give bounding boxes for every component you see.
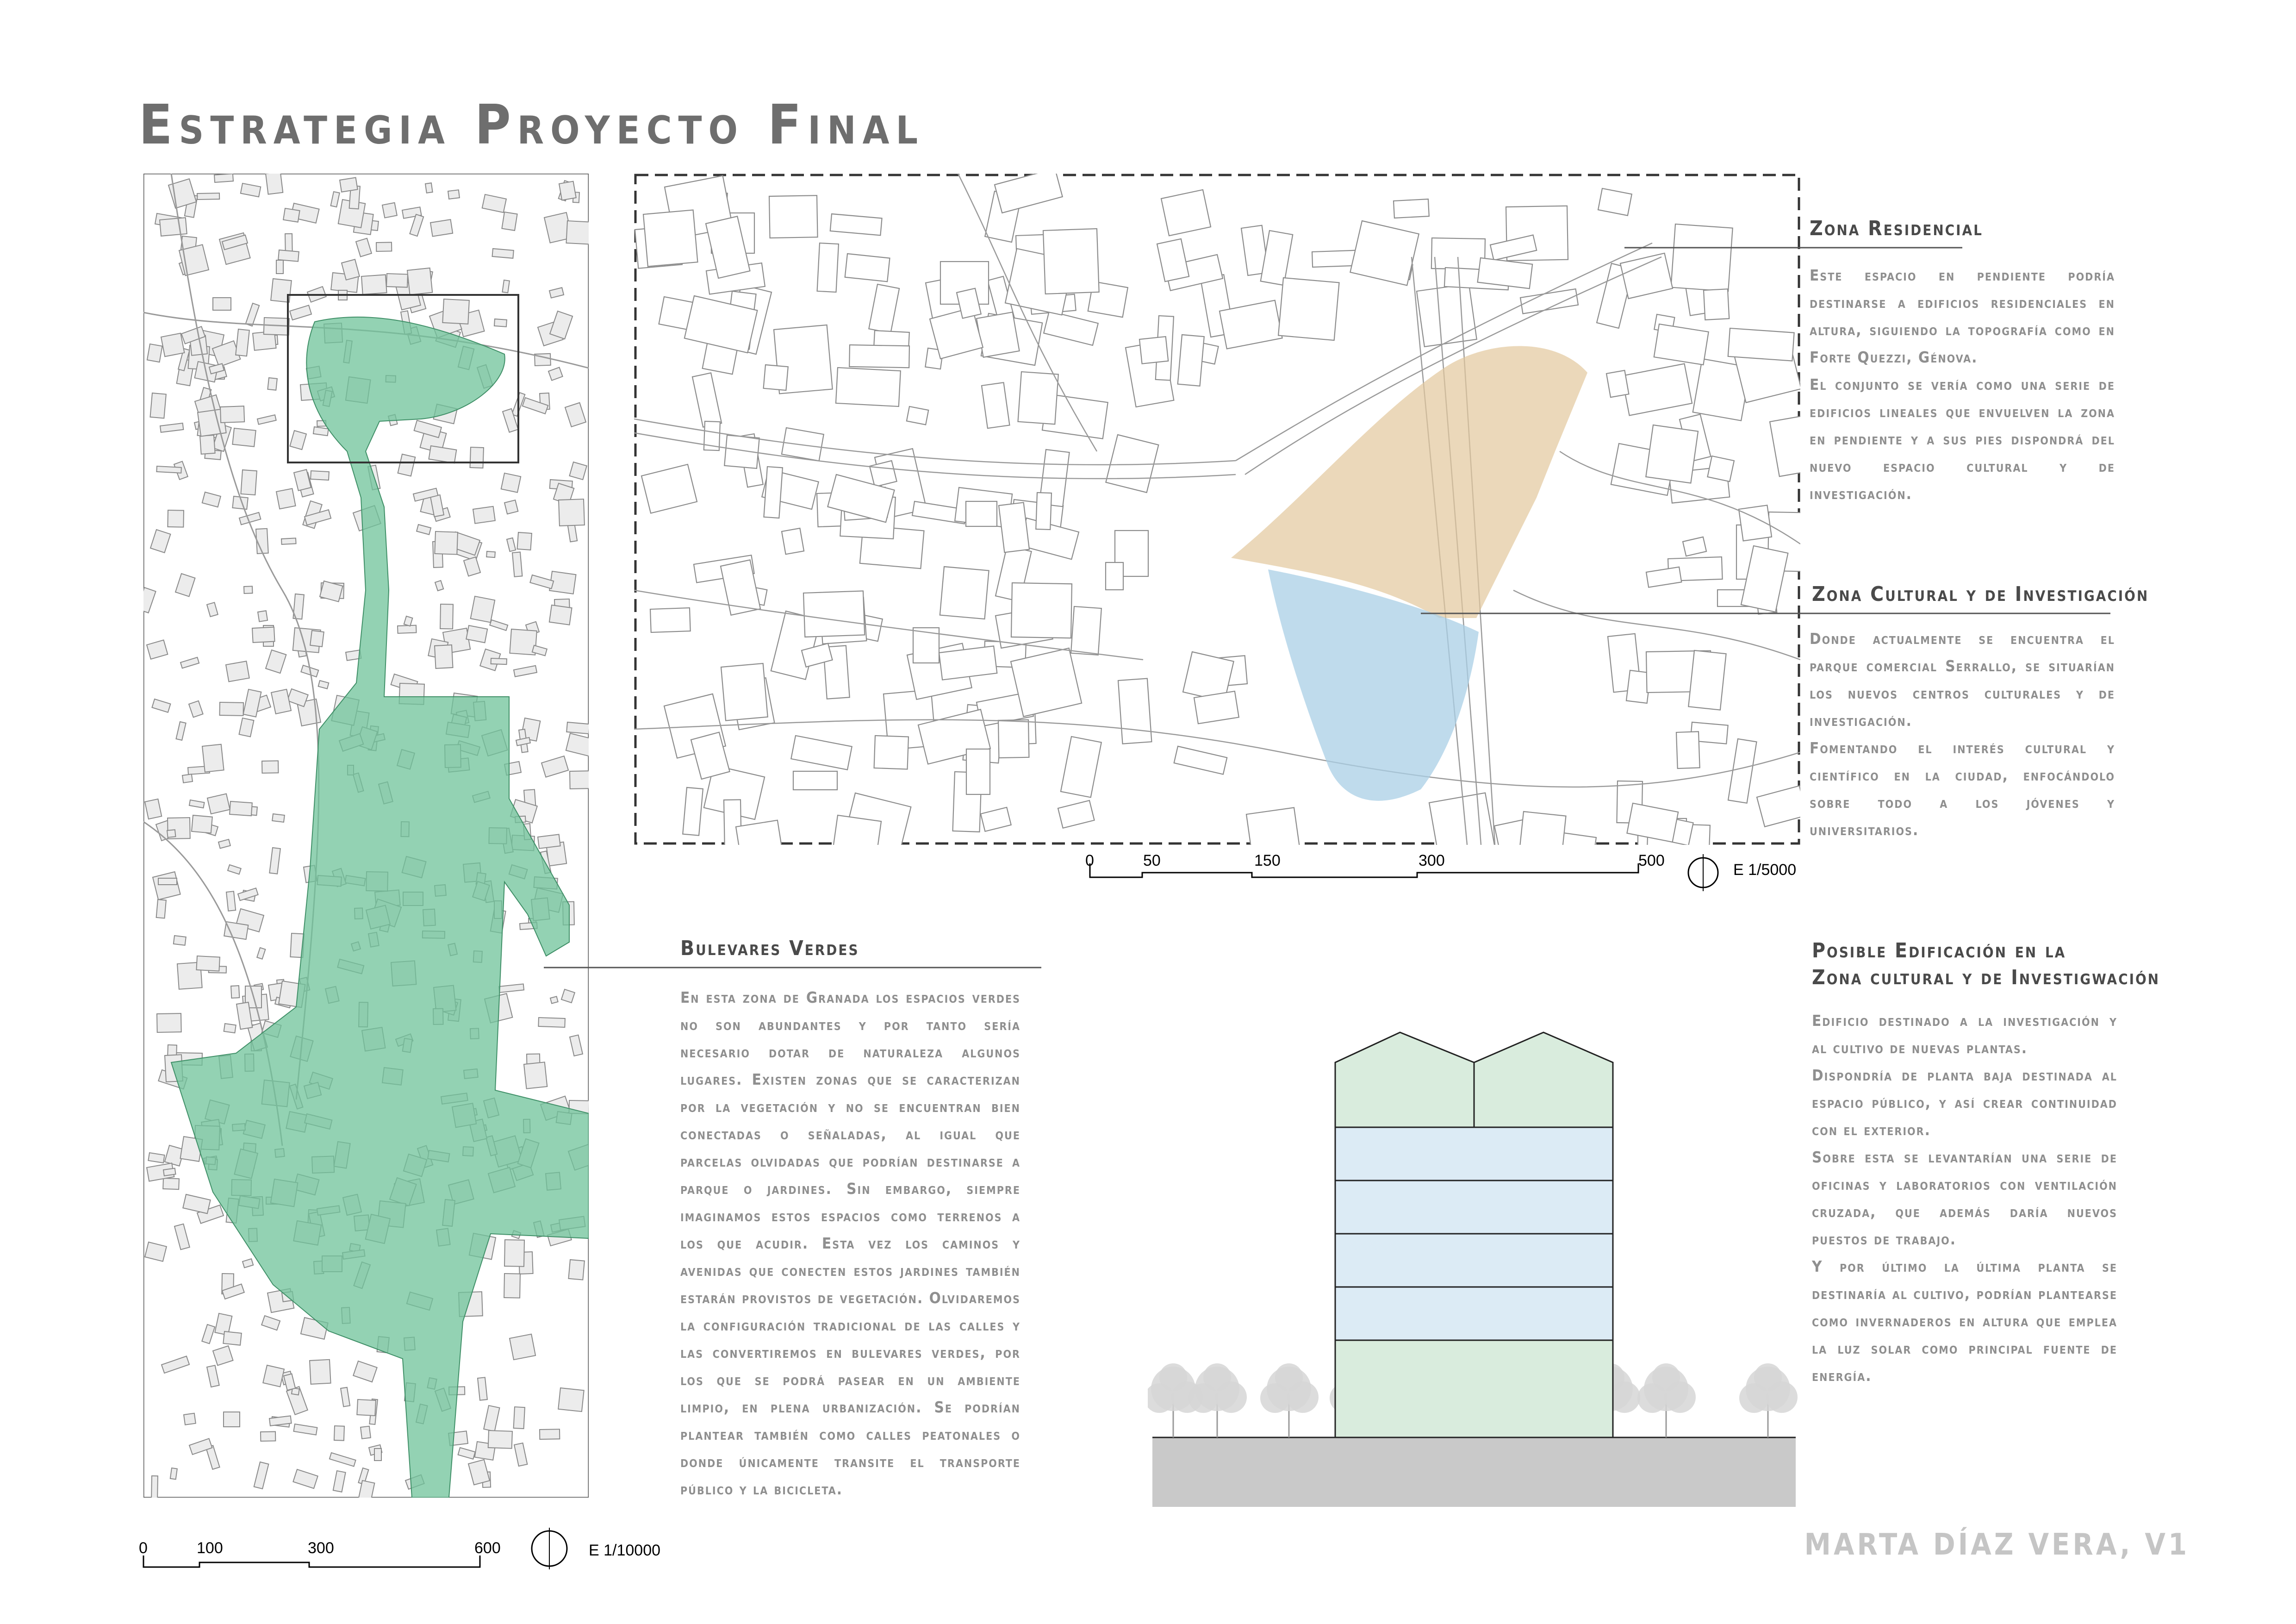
large-scale-tick-0: 0 bbox=[1085, 852, 1094, 869]
ground-floor bbox=[1335, 1340, 1613, 1437]
large-scale-tick-2: 150 bbox=[1254, 852, 1281, 869]
north-circle-icon-large bbox=[1685, 854, 1722, 891]
zona-residencial-p2: El conjunto se vería como una serie de edificios lineales que envuelven la zona en pendiente y a sus pies dispondrá del nuevo espacio cultural y de investigación. bbox=[1810, 375, 2115, 503]
zona-cultural-p2: Fomentando el interés cultural y científico en la ciudad, enfocándolo sobre todo a los jóvenes y universitarios. bbox=[1810, 739, 2115, 839]
floor-2 bbox=[1335, 1181, 1613, 1234]
large-scale-tick-4: 500 bbox=[1638, 852, 1665, 869]
zona-residencial-heading: Zona Residencial bbox=[1810, 217, 1983, 240]
author-signature: MARTA DÍAZ VERA, V1 bbox=[1804, 1528, 2190, 1562]
ground bbox=[1152, 1437, 1796, 1507]
large-scale-ratio: E 1/5000 bbox=[1733, 861, 1797, 879]
large-scale-bar bbox=[1088, 861, 1652, 889]
zona-cultural-p1: Donde actualmente se encuentra el parque comercial Serrallo, se situarían los nuevos centros culturales y de investigación. bbox=[1810, 630, 2115, 730]
edificacion-heading-1: Posible Edificación en la bbox=[1812, 939, 2066, 962]
edificacion-p3: Sobre esta se levantarían una serie de oficinas y laboratorios con ventilación cruzada, que además daría nuevos puestos de trabajo. bbox=[1812, 1148, 2117, 1248]
floor-3 bbox=[1335, 1234, 1613, 1287]
large-scale-tick-1: 50 bbox=[1143, 852, 1161, 869]
zona-residencial-text bbox=[1810, 262, 2115, 507]
edificacion-heading-2: Zona cultural y de Investigwación bbox=[1812, 966, 2160, 989]
edificacion-p1: Edificio destinado a la investigación y al cultivo de nuevas plantas. bbox=[1812, 1012, 2117, 1057]
small-scale-tick-3: 600 bbox=[474, 1539, 501, 1557]
zona-residencial-p1: Este espacio en pendiente podría destinarse a edificios residenciales en altura, siguiendo la topografía como en Forte Quezzi, Génova. bbox=[1810, 266, 2115, 366]
floor-1 bbox=[1335, 1127, 1613, 1181]
tree-icon bbox=[1260, 1363, 1319, 1437]
zona-cultural-text bbox=[1810, 625, 2115, 843]
building-section bbox=[1148, 1023, 1805, 1509]
tree-icon bbox=[1739, 1363, 1798, 1437]
small-scale-tick-1: 100 bbox=[197, 1539, 223, 1557]
greenhouse-right bbox=[1474, 1032, 1613, 1127]
small-scale-tick-0: 0 bbox=[139, 1539, 148, 1557]
small-scale-ratio: E 1/10000 bbox=[589, 1542, 661, 1559]
small-scale-tick-2: 300 bbox=[308, 1539, 334, 1557]
edificacion-p2: Dispondría de planta baja destinada al espacio público, y así crear continuidad con el exterior. bbox=[1812, 1066, 2117, 1139]
large-scale-tick-3: 300 bbox=[1419, 852, 1445, 869]
bulevares-p1: En esta zona de Granada los espacios verdes no son abundantes y por tanto sería necesario dotar de naturaleza algunos lugares. Existen zonas que se caracterizan por la vegetación y no se encuentran bien conectadas o señaladas, al igual que parcelas olvidadas que podrían destinarse a parque o jardines. Sin embargo, siempre imaginamos estos espacios como terrenos a los que acudir. Esta vez los caminos y avenidas que conecten estos jardines también estarán provistos de vegetación. Olvidaremos la configuración tradicional de las calles y las convertiremos en bulevares verdes, por los que se podrá pasear en un ambiente limpio, en plena urbanización. Se podrían plantear también como calles peatonales o donde únicamente transite el transporte público y la bicicleta. bbox=[680, 988, 1020, 1498]
bulevares-heading: Bulevares Verdes bbox=[680, 937, 859, 960]
zona-cultural-heading: Zona Cultural y de Investigación bbox=[1812, 582, 2149, 606]
page-title: Estrategia Proyecto Final bbox=[139, 93, 925, 156]
floor-4 bbox=[1335, 1287, 1613, 1340]
edificacion-p4: Y por último la última planta se destinaría al cultivo, podrían plantearse como invernaderos en altura que emplea la luz solar como principal fuente de energía. bbox=[1812, 1257, 2117, 1385]
greenhouse-left bbox=[1335, 1032, 1474, 1127]
edificacion-text bbox=[1812, 1007, 2117, 1389]
tree-icon bbox=[1188, 1363, 1247, 1437]
bulevares-text bbox=[680, 984, 1020, 1503]
tree-icon bbox=[1637, 1363, 1696, 1437]
